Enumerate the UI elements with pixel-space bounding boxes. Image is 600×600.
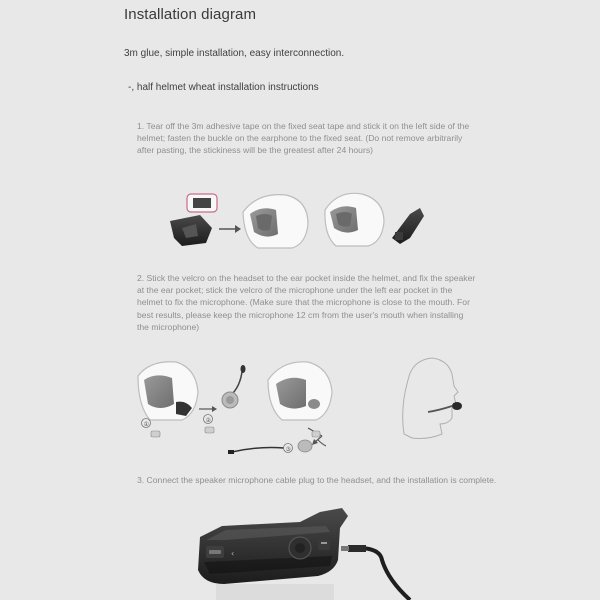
step-1-text: 1. Tear off the 3m adhesive tape on the fixed seat tape and stick it on the left side of the helmet; fasten the buckle on the earphone to the fixed seat. (Do not remove arbitrarily after pasting, the stickiness will be the greatest after 24 hours) xyxy=(137,121,470,156)
helmet-icon xyxy=(138,362,198,420)
side-button xyxy=(318,540,330,550)
svg-text:‹: ‹ xyxy=(231,549,235,558)
adhesive-tape-icon xyxy=(187,194,217,212)
intro-line-2: -, half helmet wheat installation instructions xyxy=(128,82,319,93)
step2-illustration xyxy=(138,358,462,454)
cable xyxy=(358,548,410,600)
label-num-3: ③ xyxy=(285,446,291,453)
step-2-text: 2. Stick the velcro on the headset to the ear pocket inside the helmet, and fix the speaker at the ear pocket; stick the velcro of the microphone under the left ear pocket in the helmet to fix the microphone. (Make sure that the microphone is close to the mouth. For best results, please keep the microphone 12 cm from the user's mouth when installing the microphone) xyxy=(137,273,476,332)
arrow-icon xyxy=(219,225,241,233)
helmet-icon xyxy=(325,193,384,246)
label-num-1: ① xyxy=(143,421,149,428)
label-num-2: ② xyxy=(205,417,211,424)
helmet-icon xyxy=(243,195,308,248)
step1-illustration xyxy=(170,193,424,248)
earphone-unit-icon xyxy=(392,208,424,244)
person-profile-icon xyxy=(403,358,462,439)
speaker-cable-icon xyxy=(228,428,326,454)
intro-line-1: 3m glue, simple installation, easy interconnection. xyxy=(124,48,345,59)
page-title: Installation diagram xyxy=(124,6,257,23)
arrow-icon xyxy=(199,406,217,412)
cable-plug xyxy=(348,545,366,552)
microphone-icon xyxy=(222,365,246,408)
headset-device-illustration xyxy=(198,508,410,600)
step-3-text: 3. Connect the speaker microphone cable plug to the headset, and the installation is complete. xyxy=(137,475,497,485)
helmet-icon xyxy=(268,362,332,420)
earphone-mount-icon xyxy=(170,215,212,246)
plug-tip xyxy=(341,546,349,551)
